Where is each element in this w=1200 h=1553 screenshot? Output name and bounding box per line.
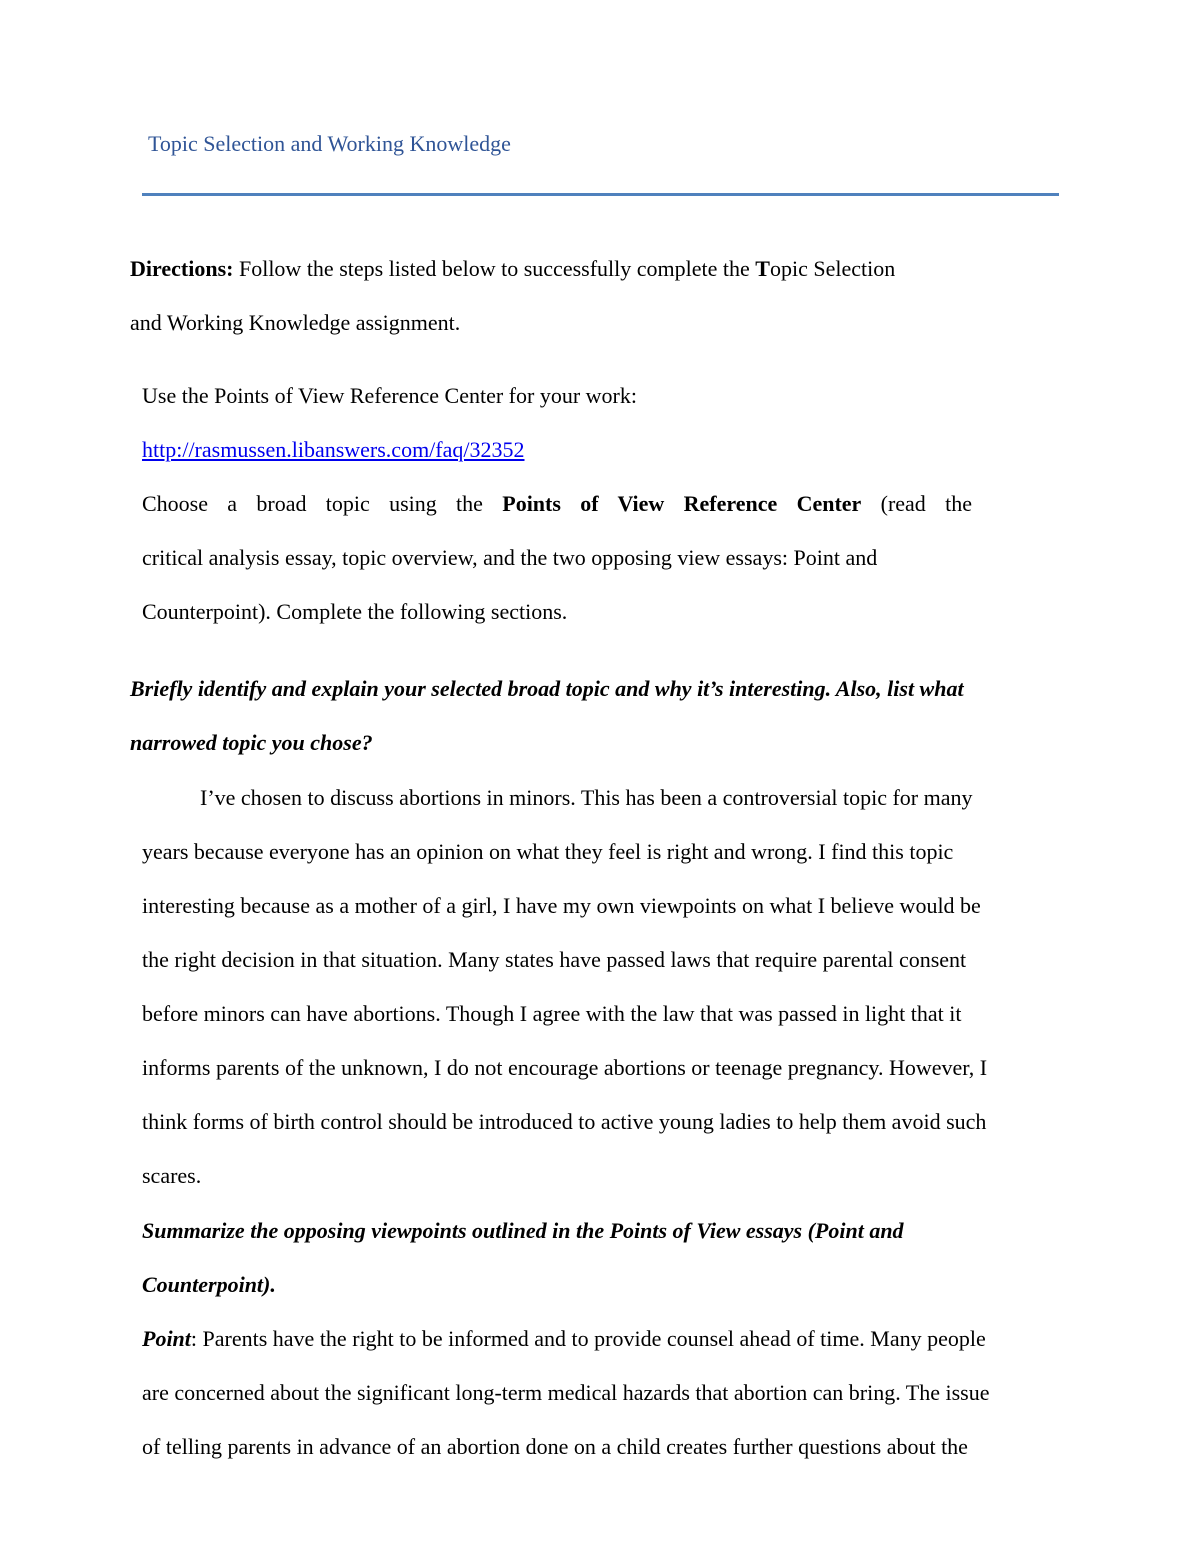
document-title: Topic Selection and Working Knowledge: [148, 131, 511, 156]
answer-line: informs parents of the unknown, I do not encourage abortions or teenage pregnancy. However, I: [142, 1055, 988, 1080]
directions-label: Directions:: [130, 256, 234, 281]
choose-line-1: [142, 489, 972, 519]
point-text: : Parents have the right to be informed and to provide counsel ahead of time. Many people: [190, 1326, 986, 1351]
answer-line: I’ve chosen to discuss abortions in minors. This has been a controversial topic for many: [200, 785, 973, 810]
link-line: [142, 435, 525, 465]
point-line: of telling parents in advance of an abortion done on a child creates further questions about the: [142, 1434, 968, 1459]
question-2-line-2: Counterpoint).: [142, 1272, 276, 1297]
directions-line-2: and Working Knowledge assignment.: [130, 310, 461, 335]
question-1-line-2: narrowed topic you chose?: [130, 730, 373, 755]
reference-center-link[interactable]: http://rasmussen.libanswers.com/faq/32352: [142, 437, 525, 462]
point-line: are concerned about the significant long-term medical hazards that abortion can bring. The issue: [142, 1380, 990, 1405]
choose-text-2: (read the: [861, 491, 972, 516]
question-1-line-1: Briefly identify and explain your selected broad topic and why it’s interesting. Also, list what: [130, 676, 964, 701]
answer-line: years because everyone has an opinion on what they feel is right and wrong. I find this topic: [142, 839, 954, 864]
choose-line-2: critical analysis essay, topic overview, and the two opposing view essays: Point and: [142, 545, 878, 570]
answer-line: think forms of birth control should be introduced to active young ladies to help them avoid such: [142, 1109, 987, 1134]
answer-line: interesting because as a mother of a girl, I have my own viewpoints on what I believe would be: [142, 893, 981, 918]
directions-line-1: [130, 254, 895, 284]
choose-text-1: Choose a broad topic using the: [142, 491, 503, 516]
directions-text-1: Follow the steps listed below to successfully complete the: [238, 256, 756, 281]
directions-bold-t: T: [755, 256, 770, 281]
point-line-1: [142, 1324, 986, 1354]
point-label: Point: [142, 1326, 191, 1351]
choose-line-3: Counterpoint). Complete the following sections.: [142, 599, 568, 624]
question-2-line-1: Summarize the opposing viewpoints outlined in the Points of View essays (Point and: [142, 1218, 904, 1243]
answer-line: scares.: [142, 1163, 202, 1188]
use-reference-line: Use the Points of View Reference Center for your work:: [142, 383, 637, 408]
choose-bold: Points of View Reference Center: [502, 491, 862, 516]
answer-line: before minors can have abortions. Though I agree with the law that was passed in light that it: [142, 1001, 962, 1026]
title-divider: [142, 193, 1059, 196]
directions-text-2: opic Selection: [769, 256, 896, 281]
answer-line: the right decision in that situation. Many states have passed laws that require parental consent: [142, 947, 967, 972]
